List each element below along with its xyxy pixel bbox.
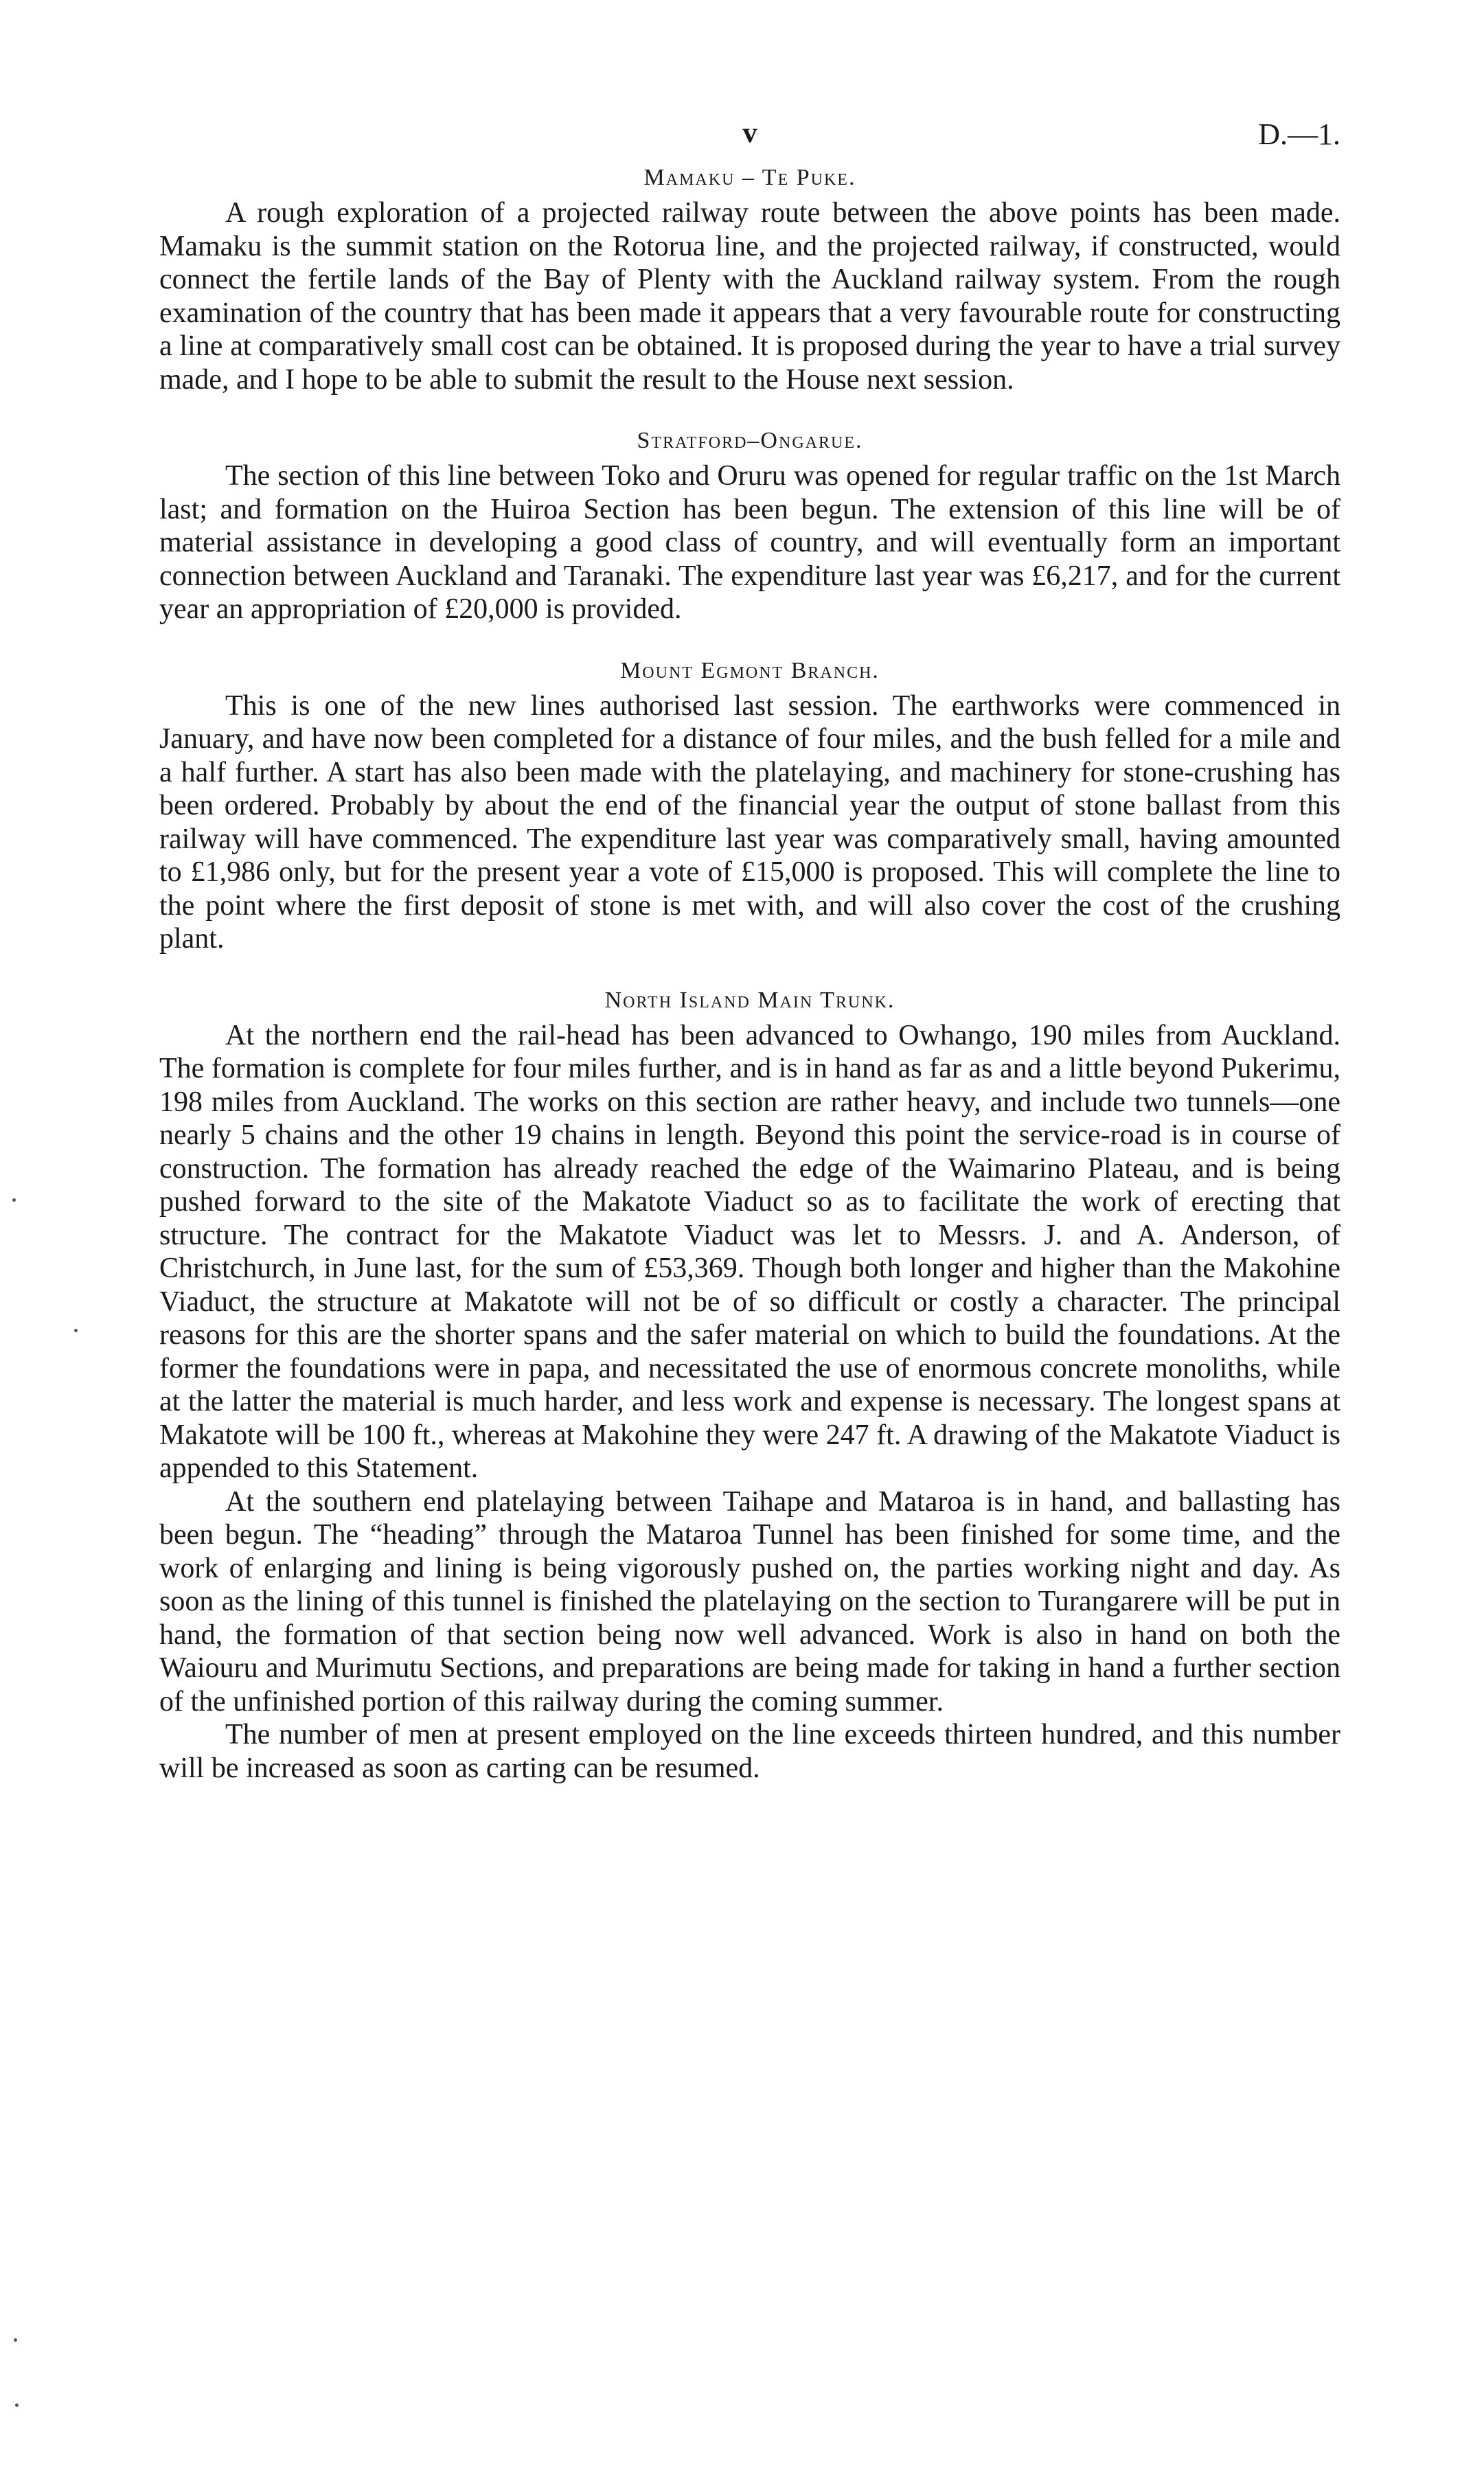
- paragraph: This is one of the new lines authorised last session. The earthworks were commenced in January, and have now been completed for a distance of four miles, and the bush felled for a mile and a half further. A start has also been made with the platelaying, and machinery for stone-crushing has been ordered. Probably by about the end of the financial year the output of stone ballast from this railway will have commenced. The expenditure last year was comparatively small, having amounted to £1,986 only, but for the present year a vote of £15,000 is proposed. This will complete the line to the point where the first deposit of stone is met with, and will also cover the cost of the crushing plant.: [159, 689, 1340, 955]
- section-mamaku-te-puke: [159, 165, 1340, 396]
- document-reference: D.—1.: [1258, 117, 1340, 151]
- margin-mark: [14, 2338, 17, 2342]
- section-north-island-main-trunk: [159, 987, 1340, 1785]
- page-number: v: [742, 117, 757, 149]
- paragraph: At the northern end the rail-head has been advanced to Owhango, 190 miles from Auckland. The formation is complete for four miles further, and is in hand as far as and a little beyond Pukerimu, 198 miles from Auckland. The works on this section are rather heavy, and include two tunnels—one nearly 5 chains and the other 19 chains in length. Beyond this point the service-road is in course of construction. The formation has already reached the edge of the Waimarino Plateau, and is being pushed forward to the site of the Makatote Viaduct so as to facilitate the work of erecting that structure. The contract for the Makatote Viaduct was let to Messrs. J. and A. Anderson, of Christchurch, in June last, for the sum of £53,369. Though both longer and higher than the Makohine Viaduct, the structure at Makatote will not be of so difficult or costly a character. The principal reasons for this are the shorter spans and the safer material on which to build the foundations. At the former the foundations were in papa, and necessitated the use of enormous concrete monoliths, while at the latter the material is much harder, and less work and expense is necessary. The longest spans at Makatote will be 100 ft., whereas at Makohine they were 247 ft. A drawing of the Makatote Viaduct is appended to this Statement.: [159, 1019, 1340, 1484]
- margin-mark: [74, 1329, 78, 1332]
- section-heading: Stratford–Ongarue.: [637, 428, 863, 453]
- section-mount-egmont-branch: [159, 658, 1340, 956]
- paragraph: At the southern end platelaying between Taihape and Mataroa is in hand, and ballasting has been begun. The “heading” through the Mataroa Tunnel has been finished for some time, and the work of enlarging and lining is being vigorously pushed on, the parties working night and day. As soon as the lining of this tunnel is finished the platelaying on the section to Turangarere will be put in hand, the formation of that section being now well advanced. Work is also in hand on both the Waiouru and Murimutu Sections, and preparations are being made for taking in hand a further section of the unfinished portion of this railway during the coming summer.: [159, 1485, 1340, 1717]
- paragraph: The section of this line between Toko and Oruru was opened for regular traffic on the 1st March last; and formation on the Huiroa Section has been begun. The extension of this line will be of material assistance in developing a good class of country, and will eventually form an important connection between Auckland and Taranaki. The expenditure last year was £6,217, and for the current year an appropriation of £20,000 is provided.: [159, 460, 1340, 625]
- section-heading: North Island Main Trunk.: [604, 987, 895, 1013]
- margin-mark: [15, 2404, 19, 2407]
- page-header: [159, 117, 1340, 165]
- section-heading: Mamaku – Te Puke.: [643, 165, 856, 190]
- paragraph: The number of men at present employed on the line exceeds thirteen hundred, and this number will be increased as soon as carting can be resumed.: [159, 1719, 1340, 1784]
- margin-mark: [12, 1198, 16, 1202]
- document-page: [159, 117, 1340, 1816]
- section-heading: Mount Egmont Branch.: [620, 657, 880, 683]
- section-stratford-ongarue: [159, 428, 1340, 626]
- paragraph: A rough exploration of a projected railway route between the above points has been made. Mamaku is the summit station on the Rotorua line, and the projected railway, if constructed, would connect the fertile lands of the Bay of Plenty with the Auckland railway system. From the rough examination of the country that has been made it appears that a very favourable route for constructing a line at comparatively small cost can be obtained. It is proposed during the year to have a trial survey made, and I hope to be able to submit the result to the House next session.: [159, 197, 1340, 396]
